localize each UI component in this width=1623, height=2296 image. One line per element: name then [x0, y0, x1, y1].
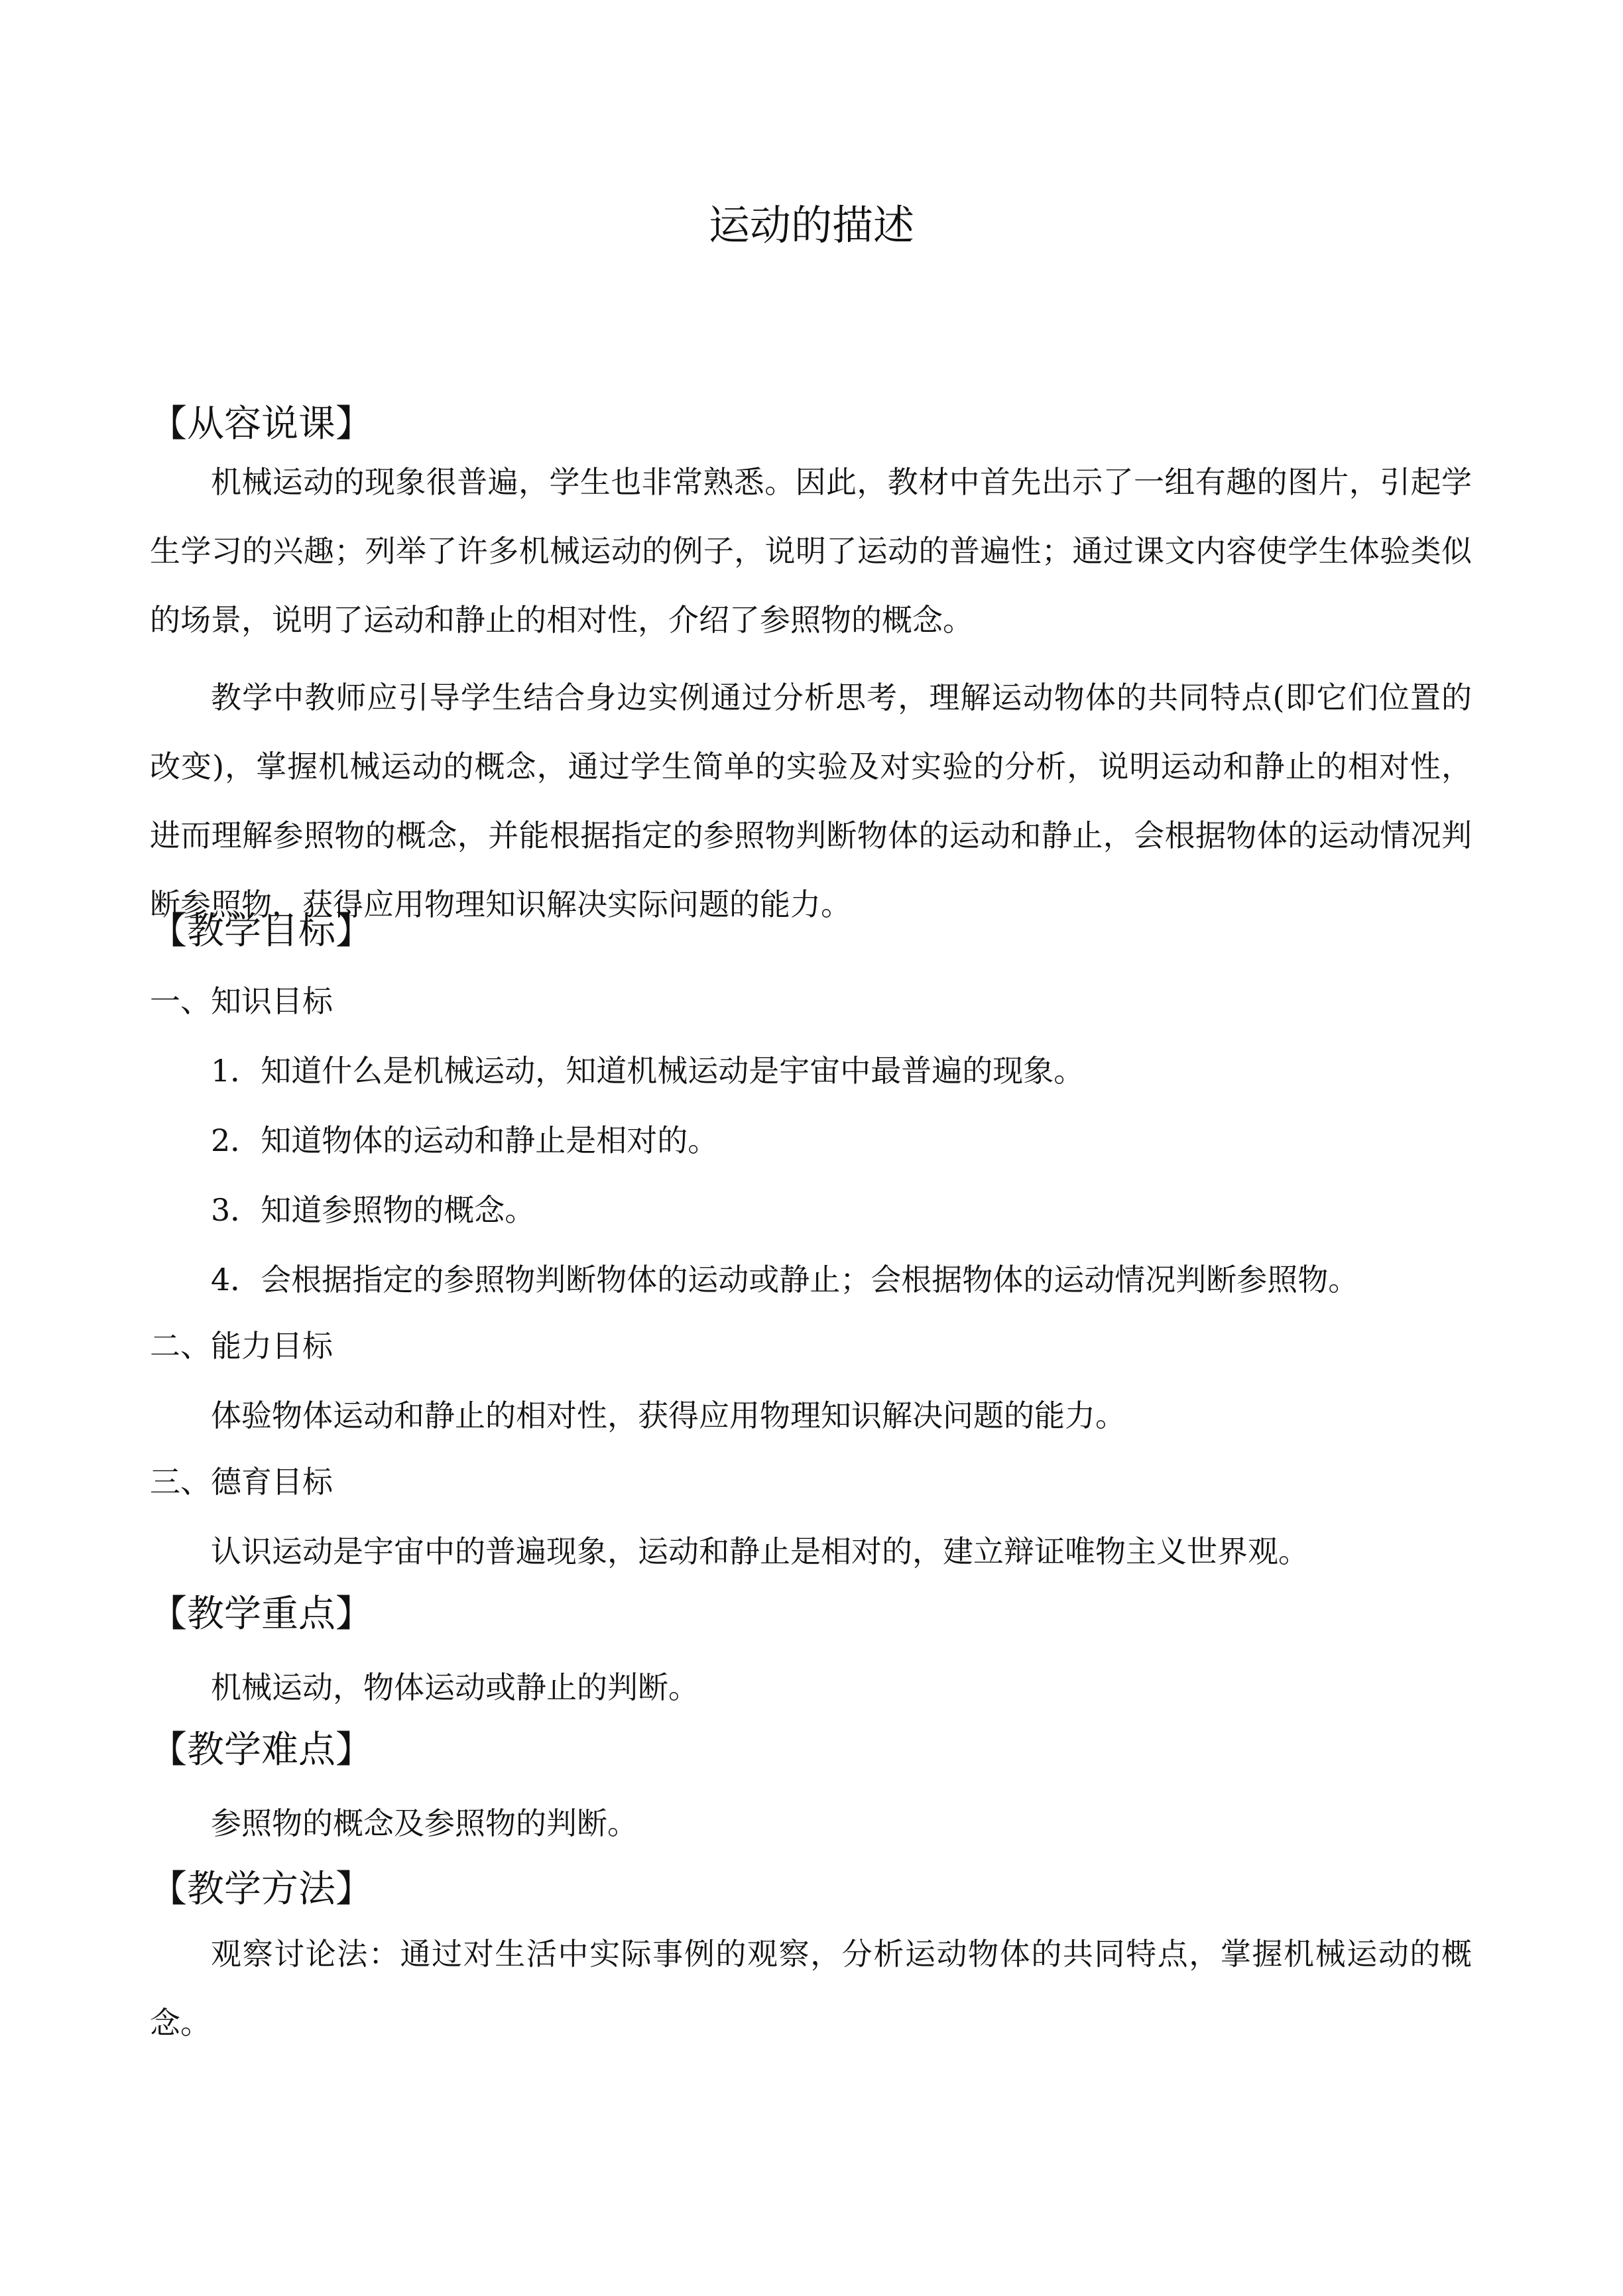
subheading-knowledge: 一、知识目标 [150, 983, 333, 1019]
heading-zhongdian: 【教学重点】 [150, 1593, 373, 1636]
fangfa-text: 观察讨论法：通过对生活中实际事例的观察，分析运动物体的共同特点，掌握机械运动的概念。 [150, 1936, 1472, 2041]
knowledge-item-2: 2．知道物体的运动和静止是相对的。 [211, 1122, 719, 1158]
heading-shuoke: 【从容说课】 [150, 402, 373, 446]
heading-mubiao: 【教学目标】 [150, 910, 373, 953]
knowledge-item-4: 4．会根据指定的参照物判断物体的运动或静止；会根据物体的运动情况判断参照物。 [211, 1262, 1359, 1298]
subheading-ability: 二、能力目标 [150, 1328, 333, 1364]
zhongdian-text: 机械运动，物体运动或静止的判断。 [211, 1669, 699, 1705]
subheading-moral: 三、德育目标 [150, 1464, 333, 1500]
nandian-text: 参照物的概念及参照物的判断。 [211, 1805, 638, 1841]
knowledge-item-3: 3．知道参照物的概念。 [211, 1192, 536, 1228]
heading-fangfa: 【教学方法】 [150, 1868, 373, 1911]
paragraph-shuoke-2: 教学中教师应引导学生结合身边实例通过分析思考，理解运动物体的共同特点(即它们位置的改变)，掌握机械运动的概念，通过学生简单的实验及对实验的分析，说明运动和静止的相对性，进而理解参照物的概念，并能根据指定的参照物判断物体的运动和静止，会根据物体的运动情况判断参照物，获得应用物理知识解决实际问题的能力。 [150, 680, 1472, 922]
knowledge-item-1: 1．知道什么是机械运动，知道机械运动是宇宙中最普遍的现象。 [211, 1053, 1085, 1089]
paragraph-shuoke-1: 机械运动的现象很普遍，学生也非常熟悉。因此，教材中首先出示了一组有趣的图片，引起学生学习的兴趣；列举了许多机械运动的例子，说明了运动的普遍性；通过课文内容使学生体验类似的场景，说明了运动和静止的相对性，介绍了参照物的概念。 [150, 464, 1472, 638]
document-title: 运动的描述 [708, 201, 914, 249]
heading-nandian: 【教学难点】 [150, 1728, 373, 1772]
moral-text: 认识运动是宇宙中的普遍现象，运动和静止是相对的，建立辩证唯物主义世界观。 [211, 1534, 1309, 1569]
ability-text: 体验物体运动和静止的相对性，获得应用物理知识解决问题的能力。 [211, 1398, 1126, 1433]
